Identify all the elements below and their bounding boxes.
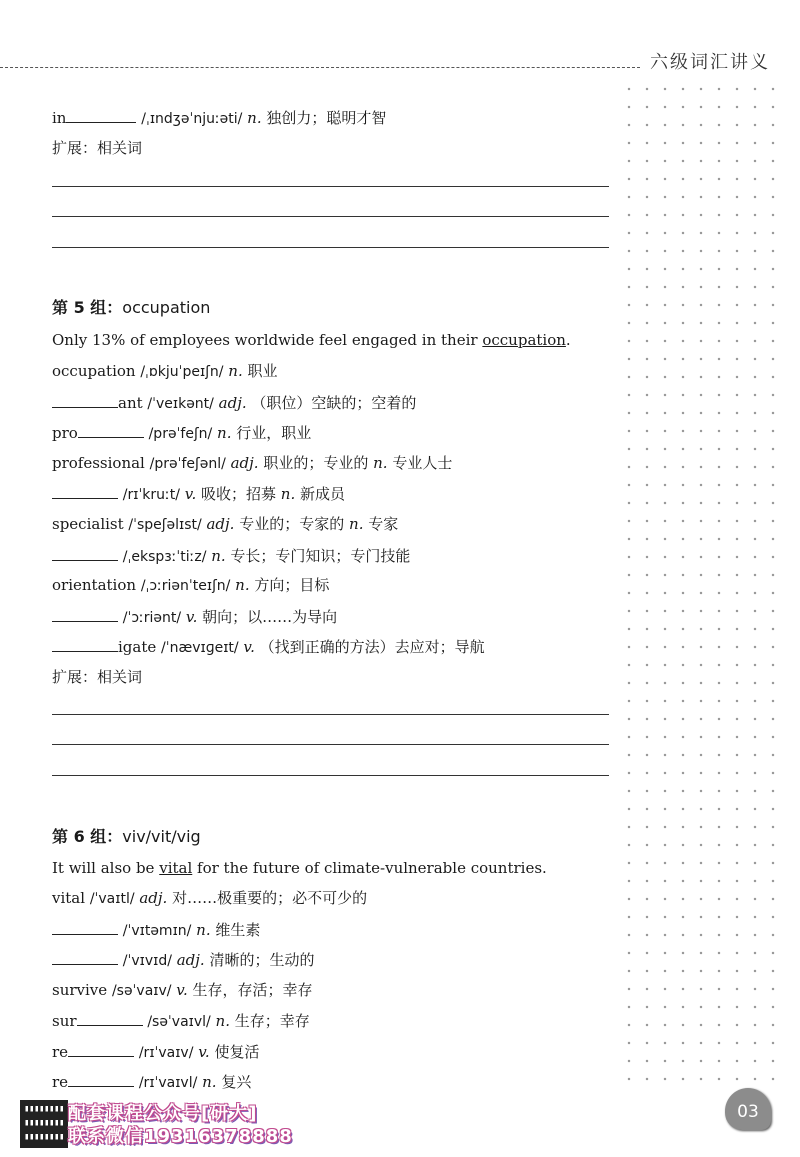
entry-pos: n. (280, 485, 296, 504)
entry-meaning: （找到正确的方法）去应对；导航 (259, 638, 485, 657)
fill-blank (66, 107, 136, 123)
group5-heading-label: 第 5 组： (52, 298, 123, 317)
vocab-entry (52, 1010, 310, 1032)
entry-pos: n. (202, 1073, 217, 1091)
entry-pos: adj. (206, 515, 235, 533)
entry-pos: n. (373, 453, 388, 472)
entry-ipa: /rɪˈvaɪv/ (138, 1044, 194, 1061)
entry-word: re (52, 1042, 69, 1061)
page-number: 03 (725, 1088, 771, 1130)
vocab-entry (52, 919, 260, 941)
entry-meaning: 专家 (368, 515, 399, 533)
entry-pos: n. (247, 109, 262, 127)
writing-line (52, 744, 609, 745)
group6-heading-label: 第 6 组： (52, 827, 123, 846)
group6-sentence (52, 858, 547, 878)
vocab-entry (52, 1041, 259, 1063)
entry-meaning: 朝向；以……为导向 (202, 607, 338, 626)
entry-meaning: 职业 (247, 362, 278, 380)
entry-ipa: /ˈvɪtəmɪn/ (122, 922, 192, 939)
entry-word: pro (52, 424, 78, 443)
vocab-entry (52, 392, 416, 414)
entry-meaning: 专业人士 (392, 453, 453, 472)
vocab-entry (52, 514, 398, 535)
fill-blank (78, 422, 144, 438)
vocab-entry (52, 1071, 251, 1093)
entry-ipa: /səˈvaɪvl/ (147, 1014, 211, 1030)
vocab-entry (52, 575, 329, 596)
sentence-keyword: vital (159, 859, 193, 877)
entry-pos: n. (196, 920, 211, 939)
group5-sentence (52, 330, 571, 350)
vocab-entry (52, 949, 314, 971)
entry-ipa: /ˈnævɪɡeɪt/ (161, 640, 239, 657)
header-divider (0, 67, 640, 68)
entry-ingenuity (52, 107, 386, 129)
entry-pos: v. (198, 1042, 210, 1061)
header-title: 六级词汇讲义 (650, 52, 770, 73)
writing-line (52, 775, 609, 776)
dot-grid-margin (620, 80, 780, 1090)
entry-meaning: 职业的；专业的 (263, 453, 369, 472)
entry-meaning: 方向；目标 (254, 576, 330, 595)
entry-word: survive (52, 980, 108, 999)
entry-word: professional (52, 453, 145, 472)
entry-meaning: 维生素 (215, 920, 261, 939)
entry-ipa: /rɪˈvaɪvl/ (138, 1075, 198, 1091)
entry-meaning: 对……极重要的；必不可少的 (172, 889, 368, 907)
watermark-line2: 联系微信19316378888 (68, 1126, 293, 1147)
sentence-text: for the future of climate-vulnerable countries. (192, 859, 547, 877)
entry-ipa: /ˌɪndʒəˈnjuːəti/ (141, 111, 243, 127)
expand-label: 扩展：相关词 (52, 139, 143, 157)
entry-ipa: /ˈveɪkənt/ (147, 395, 214, 412)
entry-pos: n. (228, 362, 243, 380)
vocab-entry (52, 545, 410, 567)
group6-keyword: viv/vit/vig (122, 827, 201, 846)
entry-word: re (52, 1073, 69, 1091)
entry-pos: adj. (176, 951, 205, 969)
fill-blank (52, 919, 118, 935)
entry-meaning: 专长；专门知识；专门技能 (230, 546, 411, 565)
entry-meaning: （职位）空缺的；空着的 (251, 393, 417, 412)
vocab-entry (52, 980, 313, 1001)
sentence-text: . (565, 331, 571, 349)
writing-line (52, 186, 609, 187)
entry-ipa: /səˈvaɪv/ (111, 982, 172, 999)
entry-meaning: 新成员 (300, 485, 346, 504)
entry-suffix: igate (118, 638, 157, 657)
watermark-line1: 配套课程公众号[研大] (68, 1103, 258, 1124)
entry-meaning: 吸收；招募 (201, 485, 277, 504)
fill-blank (52, 545, 118, 561)
fill-blank (52, 949, 118, 965)
vocab-entry (52, 606, 337, 628)
entry-pos: v. (185, 607, 198, 626)
sentence-keyword: occupation (482, 331, 566, 349)
writing-line (52, 714, 609, 715)
fill-blank (52, 606, 118, 622)
qr-code-icon (20, 1100, 68, 1148)
entry-ipa: /ˈvaɪtl/ (89, 891, 135, 907)
entry-pos: n. (217, 424, 232, 443)
entry-pos: n. (349, 515, 364, 533)
entry-meaning: 复兴 (221, 1073, 252, 1091)
vocab-entry (52, 422, 311, 444)
entry-word: sur (52, 1012, 77, 1030)
vocab-entry (52, 453, 452, 474)
writing-line (52, 247, 609, 248)
entry-ipa: /ˈspeʃəlɪst/ (128, 517, 202, 533)
entry-pos: adj. (139, 889, 168, 907)
fill-blank (52, 392, 118, 408)
entry-prefix: in (52, 109, 67, 127)
expand-label: 扩展：相关词 (52, 668, 143, 686)
entry-pos: adj. (218, 393, 247, 412)
entry-meaning: 使复活 (214, 1042, 260, 1061)
vocab-entry (52, 483, 345, 505)
entry-pos: n. (215, 1012, 230, 1030)
entry-ipa: /prəˈfeʃn/ (148, 426, 213, 443)
entry-meaning: 生存；幸存 (234, 1012, 310, 1030)
entry-pos: n. (235, 576, 250, 595)
fill-blank (52, 636, 118, 652)
entry-ipa: /ˈvɪvɪd/ (122, 953, 172, 969)
entry-suffix: ant (118, 393, 143, 412)
entry-pos: n. (211, 546, 226, 565)
entry-pos: adj. (230, 453, 259, 472)
vocab-entry (52, 361, 278, 382)
group5-heading (52, 295, 210, 318)
fill-blank (68, 1041, 134, 1057)
entry-ipa: /rɪˈkruːt/ (122, 487, 180, 504)
group6-heading (52, 824, 201, 847)
group5-keyword: occupation (122, 298, 211, 317)
entry-meaning: 行业，职业 (236, 424, 312, 443)
entry-word: occupation (52, 362, 136, 380)
entry-word: orientation (52, 576, 137, 595)
entry-word: vital (52, 889, 86, 907)
fill-blank (68, 1071, 134, 1087)
fill-blank (77, 1010, 143, 1026)
entry-ipa: /ˌɒkjuˈpeɪʃn/ (140, 364, 224, 380)
vocab-entry (52, 888, 367, 909)
writing-line (52, 216, 609, 217)
entry-meaning: 清晰的；生动的 (209, 951, 315, 969)
entry-pos: v. (176, 980, 188, 999)
vocab-entry (52, 636, 485, 658)
entry-ipa: /prəˈfeʃənl/ (149, 455, 226, 472)
entry-word: specialist (52, 515, 124, 533)
entry-pos: v. (243, 638, 255, 657)
sentence-text: It will also be (52, 859, 160, 877)
entry-ipa: /ˌekspɜːˈtiːz/ (122, 548, 207, 565)
sentence-text: Only 13% of employees worldwide feel engaged in their (52, 331, 483, 349)
entry-ipa: /ˈɔːriənt/ (122, 609, 182, 626)
entry-ipa: /ˌɔːriənˈteɪʃn/ (140, 578, 231, 595)
entry-meaning: 专业的；专家的 (239, 515, 345, 533)
entry-meaning: 独创力；聪明才智 (266, 109, 387, 127)
entry-pos: v. (184, 485, 197, 504)
entry-meaning: 生存，存活；幸存 (192, 980, 313, 999)
fill-blank (52, 483, 118, 499)
